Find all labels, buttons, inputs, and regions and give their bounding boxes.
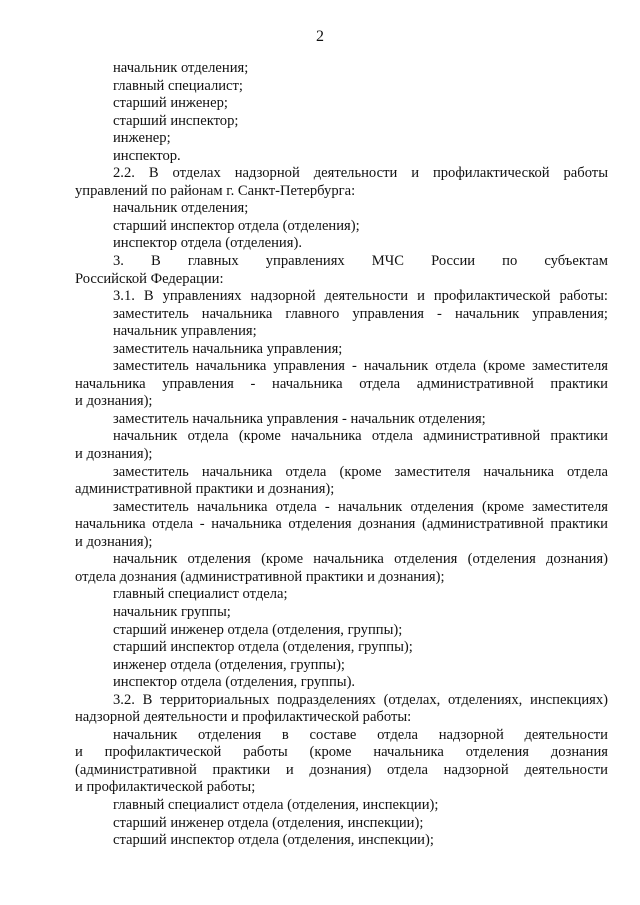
text-line: административной практики и дознания); bbox=[75, 481, 335, 498]
document-body bbox=[75, 60, 608, 850]
text-line: и профилактической работы (кроме начальника отделения дознания bbox=[75, 744, 608, 761]
page-number: 2 bbox=[316, 28, 324, 45]
text-line: начальник управления; bbox=[113, 323, 257, 340]
text-line: заместитель начальника главного управления - начальник управления; bbox=[113, 305, 608, 322]
text-line: главный специалист отдела; bbox=[113, 586, 288, 603]
text-line: инспектор. bbox=[113, 147, 181, 164]
text-line: 3.2. В территориальных подразделениях (отделах, отделениях, инспекциях) bbox=[113, 691, 608, 708]
text-line: и профилактической работы; bbox=[75, 779, 256, 796]
text-line: старший инженер отдела (отделения, инспекции); bbox=[113, 814, 424, 831]
text-line: заместитель начальника отдела (кроме заместителя начальника отдела bbox=[113, 463, 608, 480]
text-line: инженер; bbox=[113, 130, 171, 147]
text-line: старший инспектор отдела (отделения, группы); bbox=[113, 639, 413, 656]
text-line: заместитель начальника управления - начальник отделения; bbox=[113, 410, 486, 427]
text-line: и дознания); bbox=[75, 446, 153, 463]
text-line: старший инженер; bbox=[113, 95, 228, 112]
text-line: 3.1. В управлениях надзорной деятельности и профилактической работы: bbox=[113, 288, 608, 305]
text-line: 2.2. В отделах надзорной деятельности и профилактической работы bbox=[113, 165, 608, 182]
text-line: начальник отделения (кроме начальника отделения (отделения дознания) bbox=[113, 551, 608, 568]
text-line: начальника отдела - начальника отделения дознания (административной практики bbox=[75, 516, 608, 533]
text-line: заместитель начальника управления; bbox=[113, 340, 343, 357]
text-line: старший инспектор отдела (отделения); bbox=[113, 217, 360, 234]
text-line: надзорной деятельности и профилактической работы: bbox=[75, 709, 412, 726]
text-line: начальник отдела (кроме начальника отдела административной практики bbox=[113, 428, 608, 445]
text-line: начальник отделения в составе отдела надзорной деятельности bbox=[113, 726, 608, 743]
text-line: 3. В главных управлениях МЧС России по субъектам bbox=[113, 253, 608, 270]
text-line: инспектор отдела (отделения, группы). bbox=[113, 674, 356, 691]
text-line: заместитель начальника управления - начальник отдела (кроме заместителя bbox=[113, 358, 608, 375]
text-line: инженер отдела (отделения, группы); bbox=[113, 656, 345, 673]
text-line: начальник группы; bbox=[113, 603, 231, 620]
text-line: старший инспектор; bbox=[113, 112, 239, 129]
text-line: (административной практики и дознания) отдела надзорной деятельности bbox=[75, 761, 608, 778]
text-line: начальник отделения; bbox=[113, 200, 249, 217]
text-line: инспектор отдела (отделения). bbox=[113, 235, 302, 252]
text-line: и дознания); bbox=[75, 393, 153, 410]
text-line: старший инженер отдела (отделения, группы); bbox=[113, 621, 403, 638]
text-line: начальник отделения; bbox=[113, 60, 249, 76]
text-line: заместитель начальника отдела - начальник отделения (кроме заместителя bbox=[113, 498, 608, 515]
text-line: начальника управления - начальника отдела административной практики bbox=[75, 375, 608, 392]
text-line: отдела дознания (административной практики и дознания); bbox=[75, 568, 445, 585]
text-line: главный специалист отдела (отделения, инспекции); bbox=[113, 796, 439, 813]
text-line: и дознания); bbox=[75, 533, 153, 550]
text-line: управлений по районам г. Санкт-Петербурга: bbox=[75, 182, 356, 199]
text-line: главный специалист; bbox=[113, 77, 243, 94]
text-line: Российской Федерации: bbox=[75, 270, 224, 287]
text-line: старший инспектор отдела (отделения, инспекции); bbox=[113, 832, 434, 849]
